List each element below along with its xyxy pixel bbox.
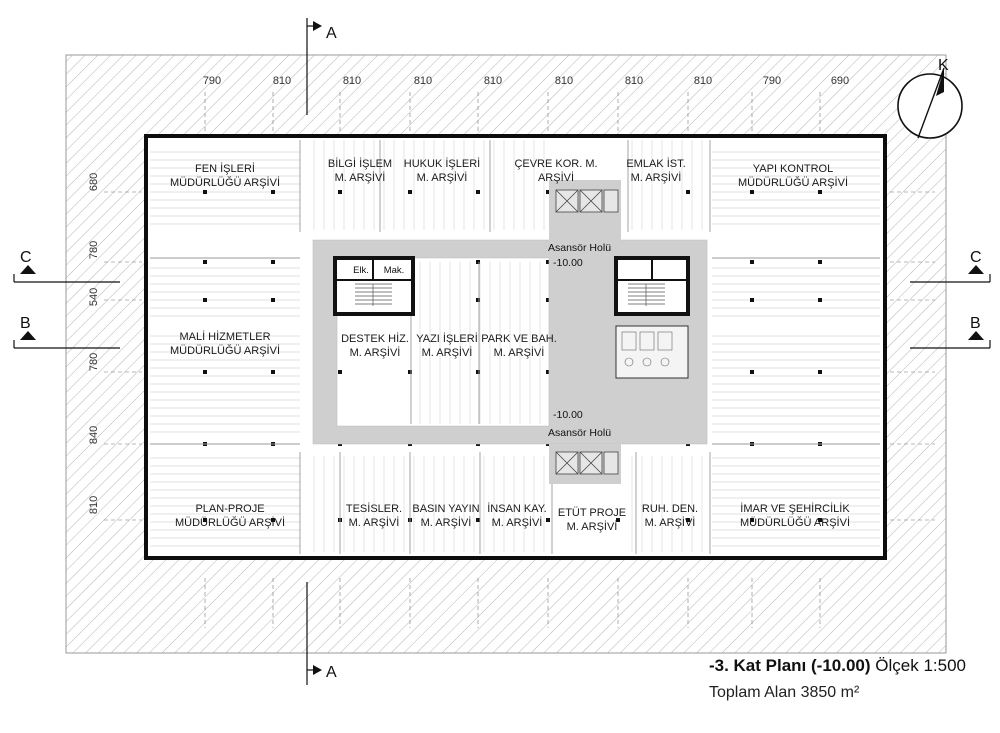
dimension-label: 810 xyxy=(554,75,574,87)
room-label-line1: TESİSLER. xyxy=(345,503,403,515)
structural-column xyxy=(750,190,754,194)
structural-column xyxy=(476,190,480,194)
plan-total-area: Toplam Alan 3850 m² xyxy=(708,684,860,701)
room-label-line2: M. ARŞİVİ xyxy=(420,517,472,529)
dimension-label: 780 xyxy=(88,240,100,260)
section-label-b: B xyxy=(970,315,981,332)
section-label-c: C xyxy=(20,249,32,266)
section-label-a: A xyxy=(326,664,337,681)
dimension-label: 540 xyxy=(88,287,100,307)
room-label-line1: YAPI KONTROL xyxy=(752,163,834,175)
structural-column xyxy=(818,260,822,264)
room-label-line1: PARK VE BAH. xyxy=(481,333,557,345)
structural-column xyxy=(271,190,275,194)
dimension-label: 810 xyxy=(624,75,644,87)
structural-column xyxy=(338,370,342,374)
room-label-line2: M. ARŞİVİ xyxy=(349,347,401,359)
room-label-line1: RUH. DEN. xyxy=(641,503,699,515)
structural-column xyxy=(408,190,412,194)
upper-hall-label: Asansör Holü xyxy=(548,242,612,254)
plan-title xyxy=(709,656,966,676)
plan-caption xyxy=(709,656,966,702)
room-label-line1: ÇEVRE KOR. M. xyxy=(514,158,598,170)
dimension-label: 690 xyxy=(830,75,850,87)
room-label-line2: MÜDÜRLÜĞÜ ARŞİVİ xyxy=(169,177,281,189)
dimension-label: 780 xyxy=(88,352,100,372)
room-label-line2: MÜDÜRLÜĞÜ ARŞİVİ xyxy=(174,517,286,529)
dimension-label: 810 xyxy=(342,75,362,87)
dimension-label: 810 xyxy=(88,495,100,515)
structural-column xyxy=(271,260,275,264)
wc-block xyxy=(616,326,688,378)
room-label-line2: MÜDÜRLÜĞÜ ARŞİVİ xyxy=(739,517,851,529)
plan-title-main: -3. Kat Planı (-10.00) xyxy=(708,656,871,675)
structural-column xyxy=(203,298,207,302)
room-label-line1: PLAN-PROJE xyxy=(195,503,265,515)
upper-hall-level: -10.00 xyxy=(553,257,583,269)
structural-column xyxy=(338,190,342,194)
room-label-line2: M. ARŞİVİ xyxy=(630,172,682,184)
north-label: K xyxy=(938,57,949,74)
lower-elevators xyxy=(556,452,618,474)
room-label-line1: EMLAK İST. xyxy=(626,158,686,170)
structural-column xyxy=(271,298,275,302)
structural-column xyxy=(476,518,480,522)
lower-hall-label: Asansör Holü xyxy=(548,427,612,439)
structural-column xyxy=(818,190,822,194)
structural-column xyxy=(271,370,275,374)
room-label-line1: YAZI İŞLERİ xyxy=(416,333,478,345)
section-label-b: B xyxy=(20,315,31,332)
structural-column xyxy=(750,370,754,374)
dimension-label: 810 xyxy=(413,75,433,87)
room-label-line2: M. ARŞİVİ xyxy=(334,172,386,184)
section-label-a: A xyxy=(326,25,337,42)
room-label-line1: MALİ HİZMETLER xyxy=(179,331,271,343)
section-label-c: C xyxy=(970,249,982,266)
room-label-line1: HUKUK İŞLERİ xyxy=(403,158,481,170)
elk-room-label: Elk. xyxy=(353,265,369,276)
dimension-label: 810 xyxy=(693,75,713,87)
room-label-line1: DESTEK HİZ. xyxy=(341,333,409,345)
structural-column xyxy=(818,298,822,302)
structural-column xyxy=(686,190,690,194)
room-label-line1: BASIN YAYIN xyxy=(412,503,480,515)
dimension-label: 810 xyxy=(272,75,292,87)
structural-column xyxy=(546,518,550,522)
room-label-line1: İNSAN KAY. xyxy=(487,503,547,515)
room-label-line2: M. ARŞİVİ xyxy=(348,517,400,529)
structural-column xyxy=(203,190,207,194)
lower-hall-level: -10.00 xyxy=(553,409,583,421)
dimension-label: 790 xyxy=(762,75,782,87)
room-label-line2: M. ARŞİVİ xyxy=(644,517,696,529)
room-label-line2: M. ARŞİVİ xyxy=(493,347,545,359)
dimension-label: 840 xyxy=(88,425,100,445)
room-label-line1: FEN İŞLERİ xyxy=(195,163,255,175)
room-label-line1: ETÜT PROJE xyxy=(557,507,627,519)
room-label-line2: M. ARŞİVİ xyxy=(416,172,468,184)
structural-column xyxy=(818,370,822,374)
room-label-line2: M. ARŞİVİ xyxy=(491,517,543,529)
room-label-line1: İMAR VE ŞEHİRCİLİK xyxy=(740,503,850,515)
dimension-label: 810 xyxy=(483,75,503,87)
room-label-line2: M. ARŞİVİ xyxy=(566,521,618,533)
structural-column xyxy=(203,370,207,374)
room-label-line2: MÜDÜRLÜĞÜ ARŞİVİ xyxy=(169,345,281,357)
right-stair-core xyxy=(616,258,688,314)
room-label-line2: M. ARŞİVİ xyxy=(421,347,473,359)
structural-column xyxy=(750,260,754,264)
upper-elevators xyxy=(556,190,618,212)
dimension-label: 680 xyxy=(88,172,100,192)
structural-column xyxy=(203,260,207,264)
structural-column xyxy=(750,298,754,302)
dimension-label: 790 xyxy=(202,75,222,87)
room-label-line1: BİLGİ İŞLEM xyxy=(327,158,393,170)
room-label-line2: ARŞİVİ xyxy=(537,172,575,184)
plan-scale: Ölçek 1:500 xyxy=(875,656,966,675)
room-label-line2: MÜDÜRLÜĞÜ ARŞİVİ xyxy=(737,177,849,189)
mak-room-label: Mak. xyxy=(383,265,405,276)
